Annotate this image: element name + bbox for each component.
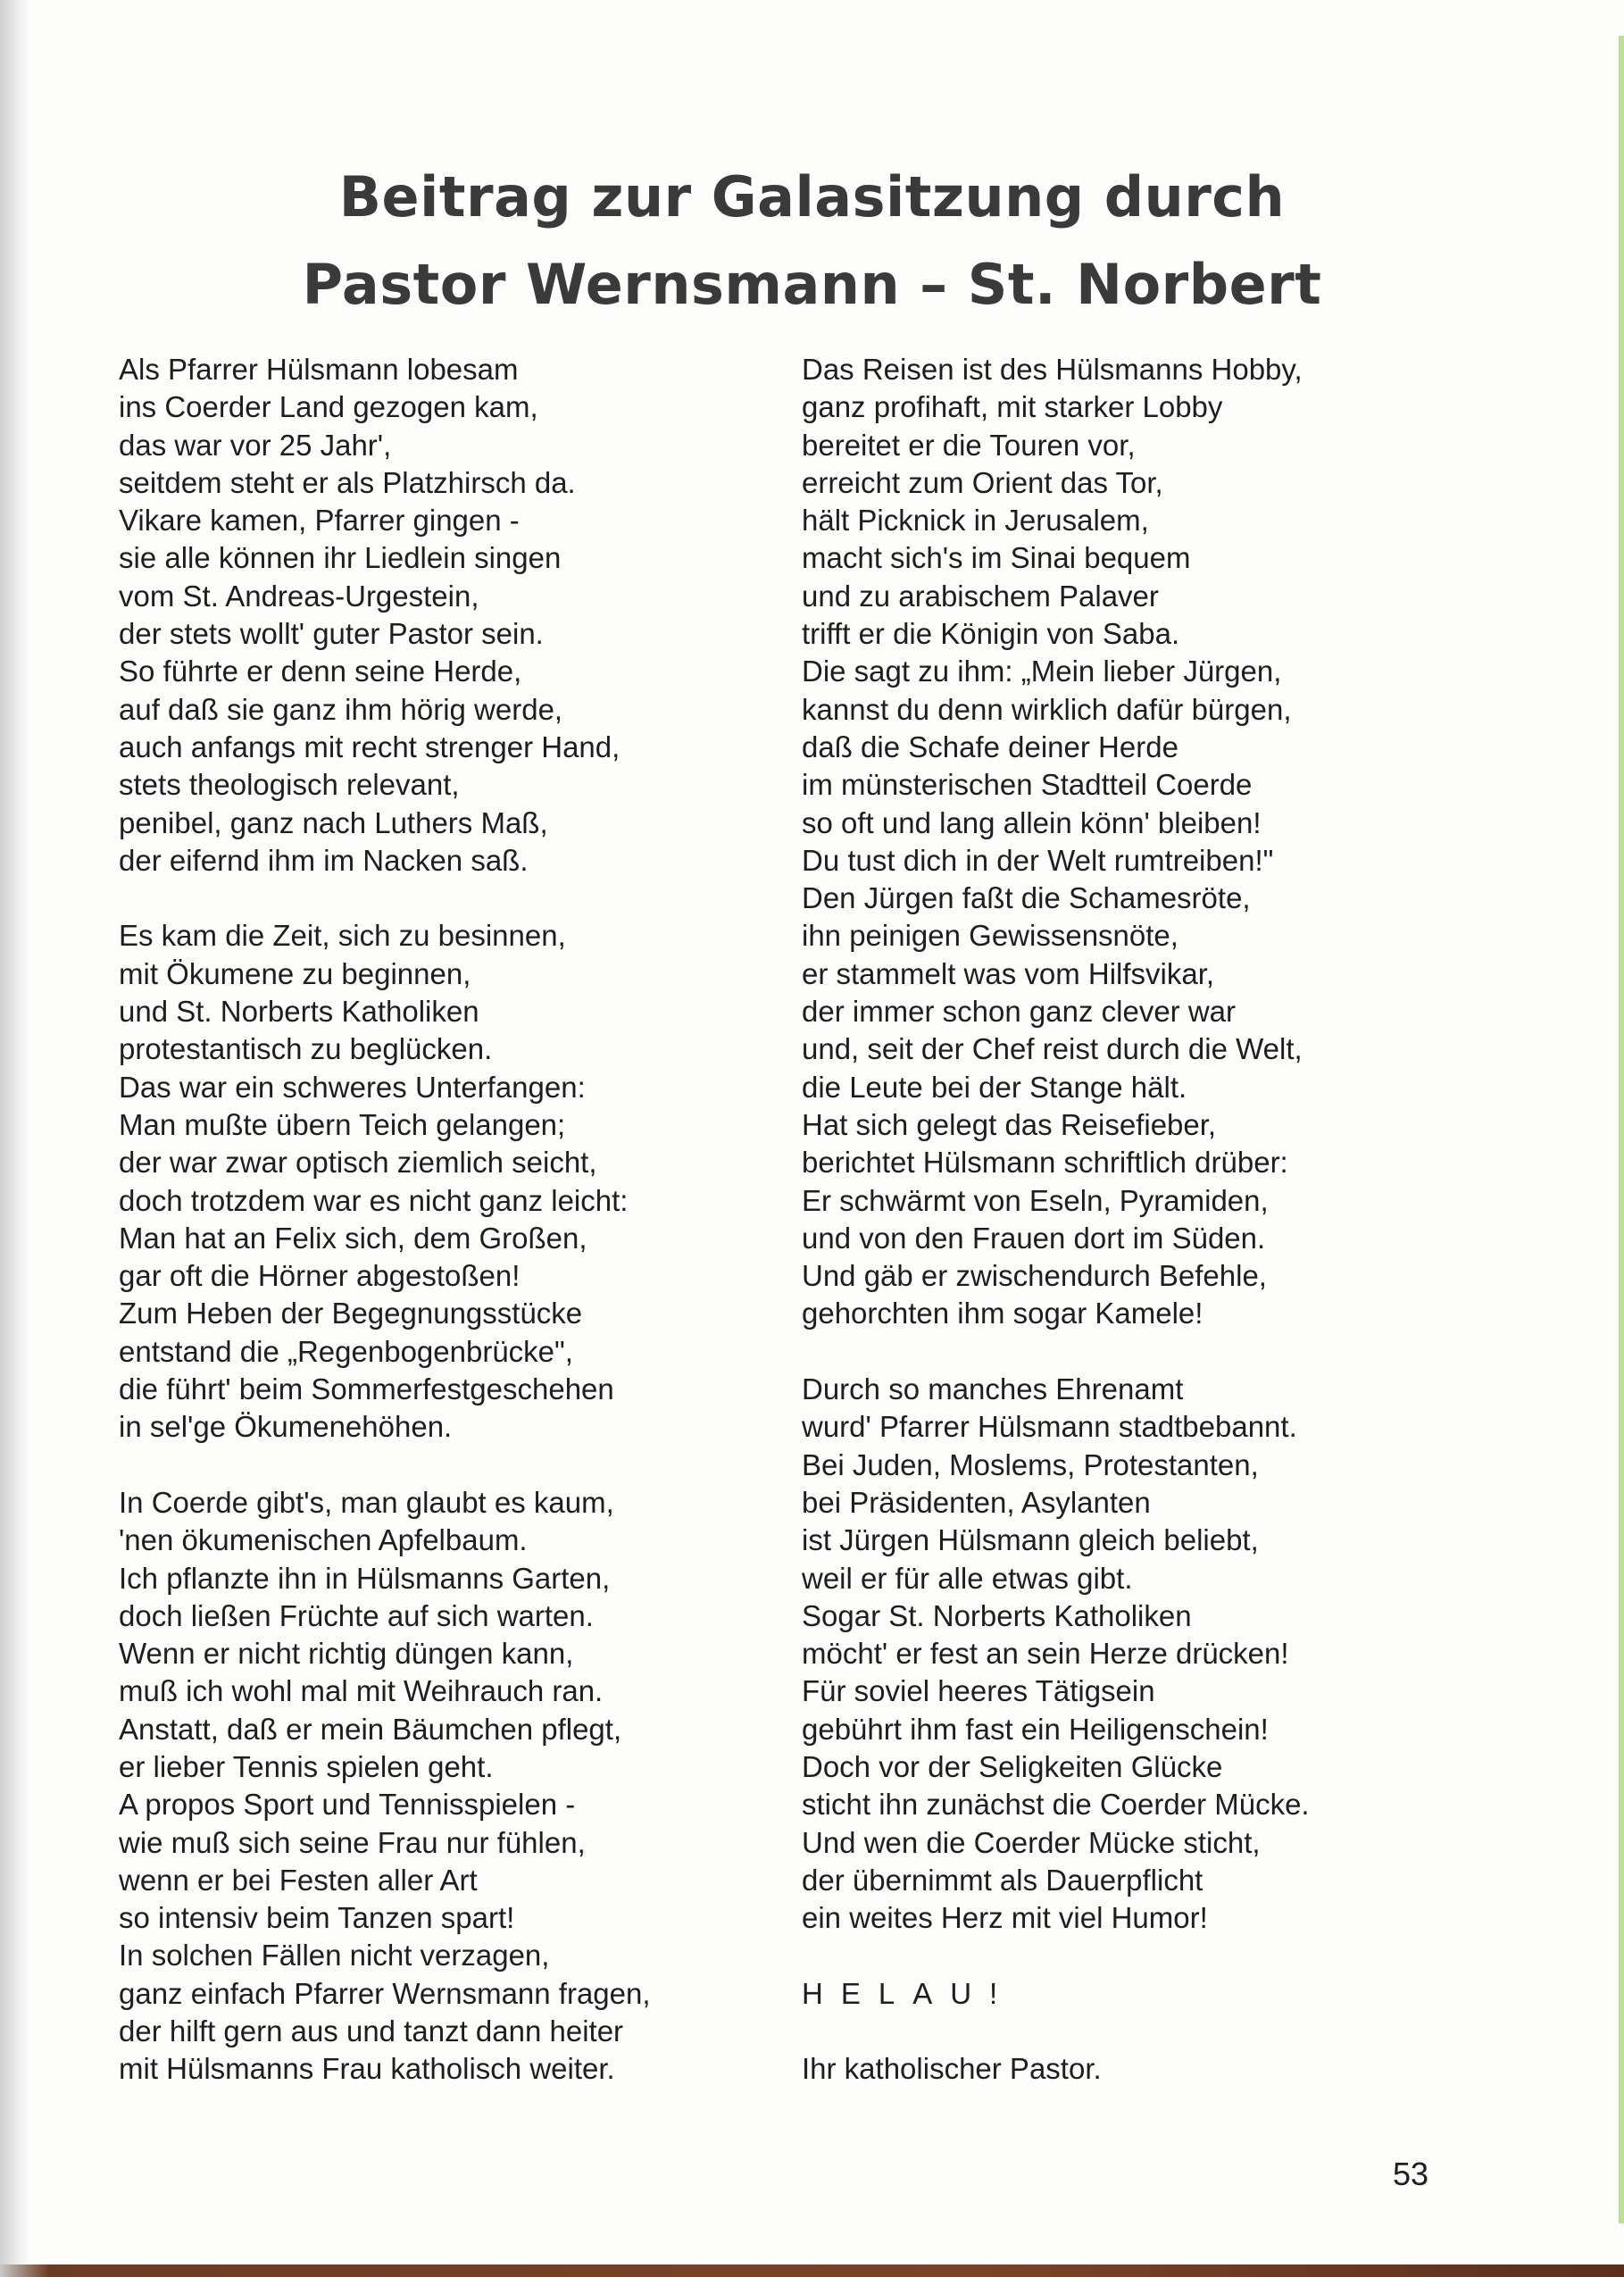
poem-line: ganz einfach Pfarrer Wernsmann fragen,: [119, 1976, 651, 2010]
poem-line: mit Hülsmanns Frau katholisch weiter.: [119, 2052, 615, 2086]
poem-line: doch trotzdem war es nicht ganz leicht:: [119, 1183, 629, 1217]
poem-line: und zu arabischem Palaver: [802, 579, 1159, 613]
poem-line: der war zwar optisch ziemlich seicht,: [119, 1146, 597, 1180]
poem-line: im münsterischen Stadtteil Coerde: [802, 768, 1253, 802]
poem-line: Doch vor der Seligkeiten Glücke: [802, 1749, 1223, 1783]
poem-line: Die sagt zu ihm: „Mein lieber Jürgen,: [802, 655, 1282, 688]
poem-line: stets theologisch relevant,: [119, 768, 460, 802]
poem-line: kannst du denn wirklich dafür bürgen,: [802, 692, 1292, 726]
poem-line: In solchen Fällen nicht verzagen,: [119, 1939, 550, 1973]
poem-line: Das Reisen ist des Hülsmanns Hobby,: [802, 353, 1303, 386]
poem-line: daß die Schafe deiner Herde: [802, 730, 1178, 763]
poem-line: Den Jürgen faßt die Schamesröte,: [802, 881, 1251, 915]
poem-line: Und wen die Coerder Mücke sticht,: [802, 1825, 1261, 1859]
poem-line: der eifernd ihm im Nacken saß.: [119, 843, 529, 877]
poem-line: sie alle können ihr Liedlein singen: [119, 541, 562, 575]
poem-line: doch ließen Früchte auf sich warten.: [119, 1598, 594, 1632]
poem-line: entstand die „Regenbogenbrücke",: [119, 1334, 573, 1368]
poem-line: ist Jürgen Hülsmann gleich beliebt,: [802, 1523, 1259, 1557]
poem-line: Du tust dich in der Welt rumtreiben!": [802, 843, 1274, 877]
title-line-1: Beitrag zur Galasitzung durch: [338, 164, 1286, 229]
left-poem-column: [119, 351, 762, 2126]
poem-line: vom St. Andreas-Urgestein,: [119, 579, 479, 613]
poem-line: Für soviel heeres Tätigsein: [802, 1674, 1155, 1708]
poem-line: So führte er denn seine Herde,: [119, 655, 522, 688]
poem-line: hält Picknick in Jerusalem,: [802, 504, 1149, 538]
right-poem-column: [802, 351, 1445, 2089]
poem-line: die führt' beim Sommerfestgeschehen: [119, 1372, 614, 1406]
title-line-2: Pastor Wernsmann – St. Norbert: [302, 252, 1322, 317]
poem-line: bereitet er die Touren vor,: [802, 428, 1136, 462]
page-title: [0, 154, 1624, 329]
poem-line: 'nen ökumenischen Apfelbaum.: [119, 1523, 528, 1557]
poem-line: ins Coerder Land gezogen kam,: [119, 390, 538, 424]
poem-line: Sogar St. Norberts Katholiken: [802, 1598, 1192, 1632]
poem-line: gebührt ihm fast ein Heiligenschein!: [802, 1712, 1269, 1746]
poem-line: Das war ein schweres Unterfangen:: [119, 1070, 586, 1104]
poem-line: und, seit der Chef reist durch die Welt,: [802, 1032, 1303, 1066]
poem-line: ihn peinigen Gewissensnöte,: [802, 919, 1178, 953]
poem-line: Man mußte übern Teich gelangen;: [119, 1107, 566, 1141]
left-stanza: [119, 917, 762, 1446]
right-stanza: [802, 1371, 1445, 1937]
poem-line: der stets wollt' guter Pastor sein.: [119, 617, 544, 651]
poem-line: protestantisch zu beglücken.: [119, 1032, 493, 1066]
poem-line: wenn er bei Festen aller Art: [119, 1863, 478, 1897]
left-stanza: [119, 351, 762, 880]
page-number: 53: [1393, 2156, 1429, 2192]
poem-line: sticht ihn zunächst die Coerder Mücke.: [802, 1788, 1310, 1822]
left-stanza: [119, 1484, 762, 2089]
poem-line: muß ich wohl mal mit Weihrauch ran.: [119, 1674, 604, 1708]
poem-line: Durch so manches Ehrenamt: [802, 1372, 1184, 1406]
poem-line: so intensiv beim Tanzen spart!: [119, 1901, 515, 1935]
poem-line: gehorchten ihm sogar Kamele!: [802, 1297, 1203, 1330]
poem-line: auf daß sie ganz ihm hörig werde,: [119, 692, 563, 726]
poem-line: der übernimmt als Dauerpflicht: [802, 1863, 1203, 1897]
poem-line: Er schwärmt von Eseln, Pyramiden,: [802, 1183, 1269, 1217]
poem-line: Ich pflanzte ihn in Hülsmanns Garten,: [119, 1561, 611, 1595]
poem-line: der immer schon ganz clever war: [802, 995, 1237, 1029]
poem-line: macht sich's im Sinai bequem: [802, 541, 1191, 575]
right-stanza: [802, 351, 1445, 1333]
poem-line: wie muß sich seine Frau nur fühlen,: [119, 1825, 586, 1859]
poem-line: penibel, ganz nach Luthers Maß,: [119, 805, 548, 839]
poem-line: weil er für alle etwas gibt.: [802, 1561, 1133, 1595]
poem-line: Vikare kamen, Pfarrer gingen -: [119, 504, 520, 538]
poem-line: Hat sich gelegt das Reisefieber,: [802, 1107, 1217, 1141]
poem-line: der hilft gern aus und tanzt dann heiter: [119, 2014, 624, 2048]
poem-line: Man hat an Felix sich, dem Großen,: [119, 1221, 587, 1255]
poem-line: und von den Frauen dort im Süden.: [802, 1221, 1266, 1255]
poem-line: auch anfangs mit recht strenger Hand,: [119, 730, 620, 763]
poem-line: Anstatt, daß er mein Bäumchen pflegt,: [119, 1712, 622, 1746]
poem-line: bei Präsidenten, Asylanten: [802, 1485, 1151, 1519]
poem-line: ganz profihaft, mit starker Lobby: [802, 390, 1223, 424]
poem-line: seitdem steht er als Platzhirsch da.: [119, 465, 576, 499]
poem-line: A propos Sport und Tennisspielen -: [119, 1788, 576, 1822]
poem-line: berichtet Hülsmann schriftlich drüber:: [802, 1146, 1288, 1180]
poem-line: Zum Heben der Begegnungsstücke: [119, 1297, 583, 1330]
poem-line: ein weites Herz mit viel Humor!: [802, 1901, 1208, 1935]
poem-line: so oft und lang allein könn' bleiben!: [802, 805, 1262, 839]
poem-line: Es kam die Zeit, sich zu besinnen,: [119, 919, 566, 953]
poem-line: Bei Juden, Moslems, Protestanten,: [802, 1447, 1259, 1481]
poem-line: mit Ökumene zu beginnen,: [119, 956, 471, 990]
poem-line: wurd' Pfarrer Hülsmann stadtbebannt.: [802, 1410, 1297, 1444]
poem-line: möcht' er fest an sein Herze drücken!: [802, 1637, 1289, 1671]
signature: Ihr katholischer Pastor.: [802, 2052, 1102, 2086]
helau-text: HELAU!: [802, 1976, 1016, 2010]
poem-line: die Leute bei der Stange hält.: [802, 1070, 1187, 1104]
poem-line: in sel'ge Ökumenehöhen.: [119, 1410, 453, 1444]
right-stanzas: [802, 351, 1445, 1937]
poem-line: er stammelt was vom Hilfsvikar,: [802, 956, 1215, 990]
poem-line: und St. Norberts Katholiken: [119, 995, 479, 1029]
poem-line: Und gäb er zwischendurch Befehle,: [802, 1259, 1267, 1293]
bottom-edge: [0, 2264, 1624, 2277]
helau-stanza: [802, 1975, 1445, 2013]
poem-line: erreicht zum Orient das Tor,: [802, 465, 1163, 499]
page-edge-marker: [1619, 36, 1624, 2223]
binding-shadow: [0, 0, 30, 2277]
poem-line: er lieber Tennis spielen geht.: [119, 1749, 494, 1783]
poem-line: In Coerde gibt's, man glaubt es kaum,: [119, 1485, 614, 1519]
poem-line: das war vor 25 Jahr',: [119, 428, 392, 462]
poem-line: trifft er die Königin von Saba.: [802, 617, 1180, 651]
poem-line: Als Pfarrer Hülsmann lobesam: [119, 353, 519, 386]
poem-line: Wenn er nicht richtig düngen kann,: [119, 1637, 574, 1671]
poem-line: gar oft die Hörner abgestoßen!: [119, 1259, 521, 1293]
